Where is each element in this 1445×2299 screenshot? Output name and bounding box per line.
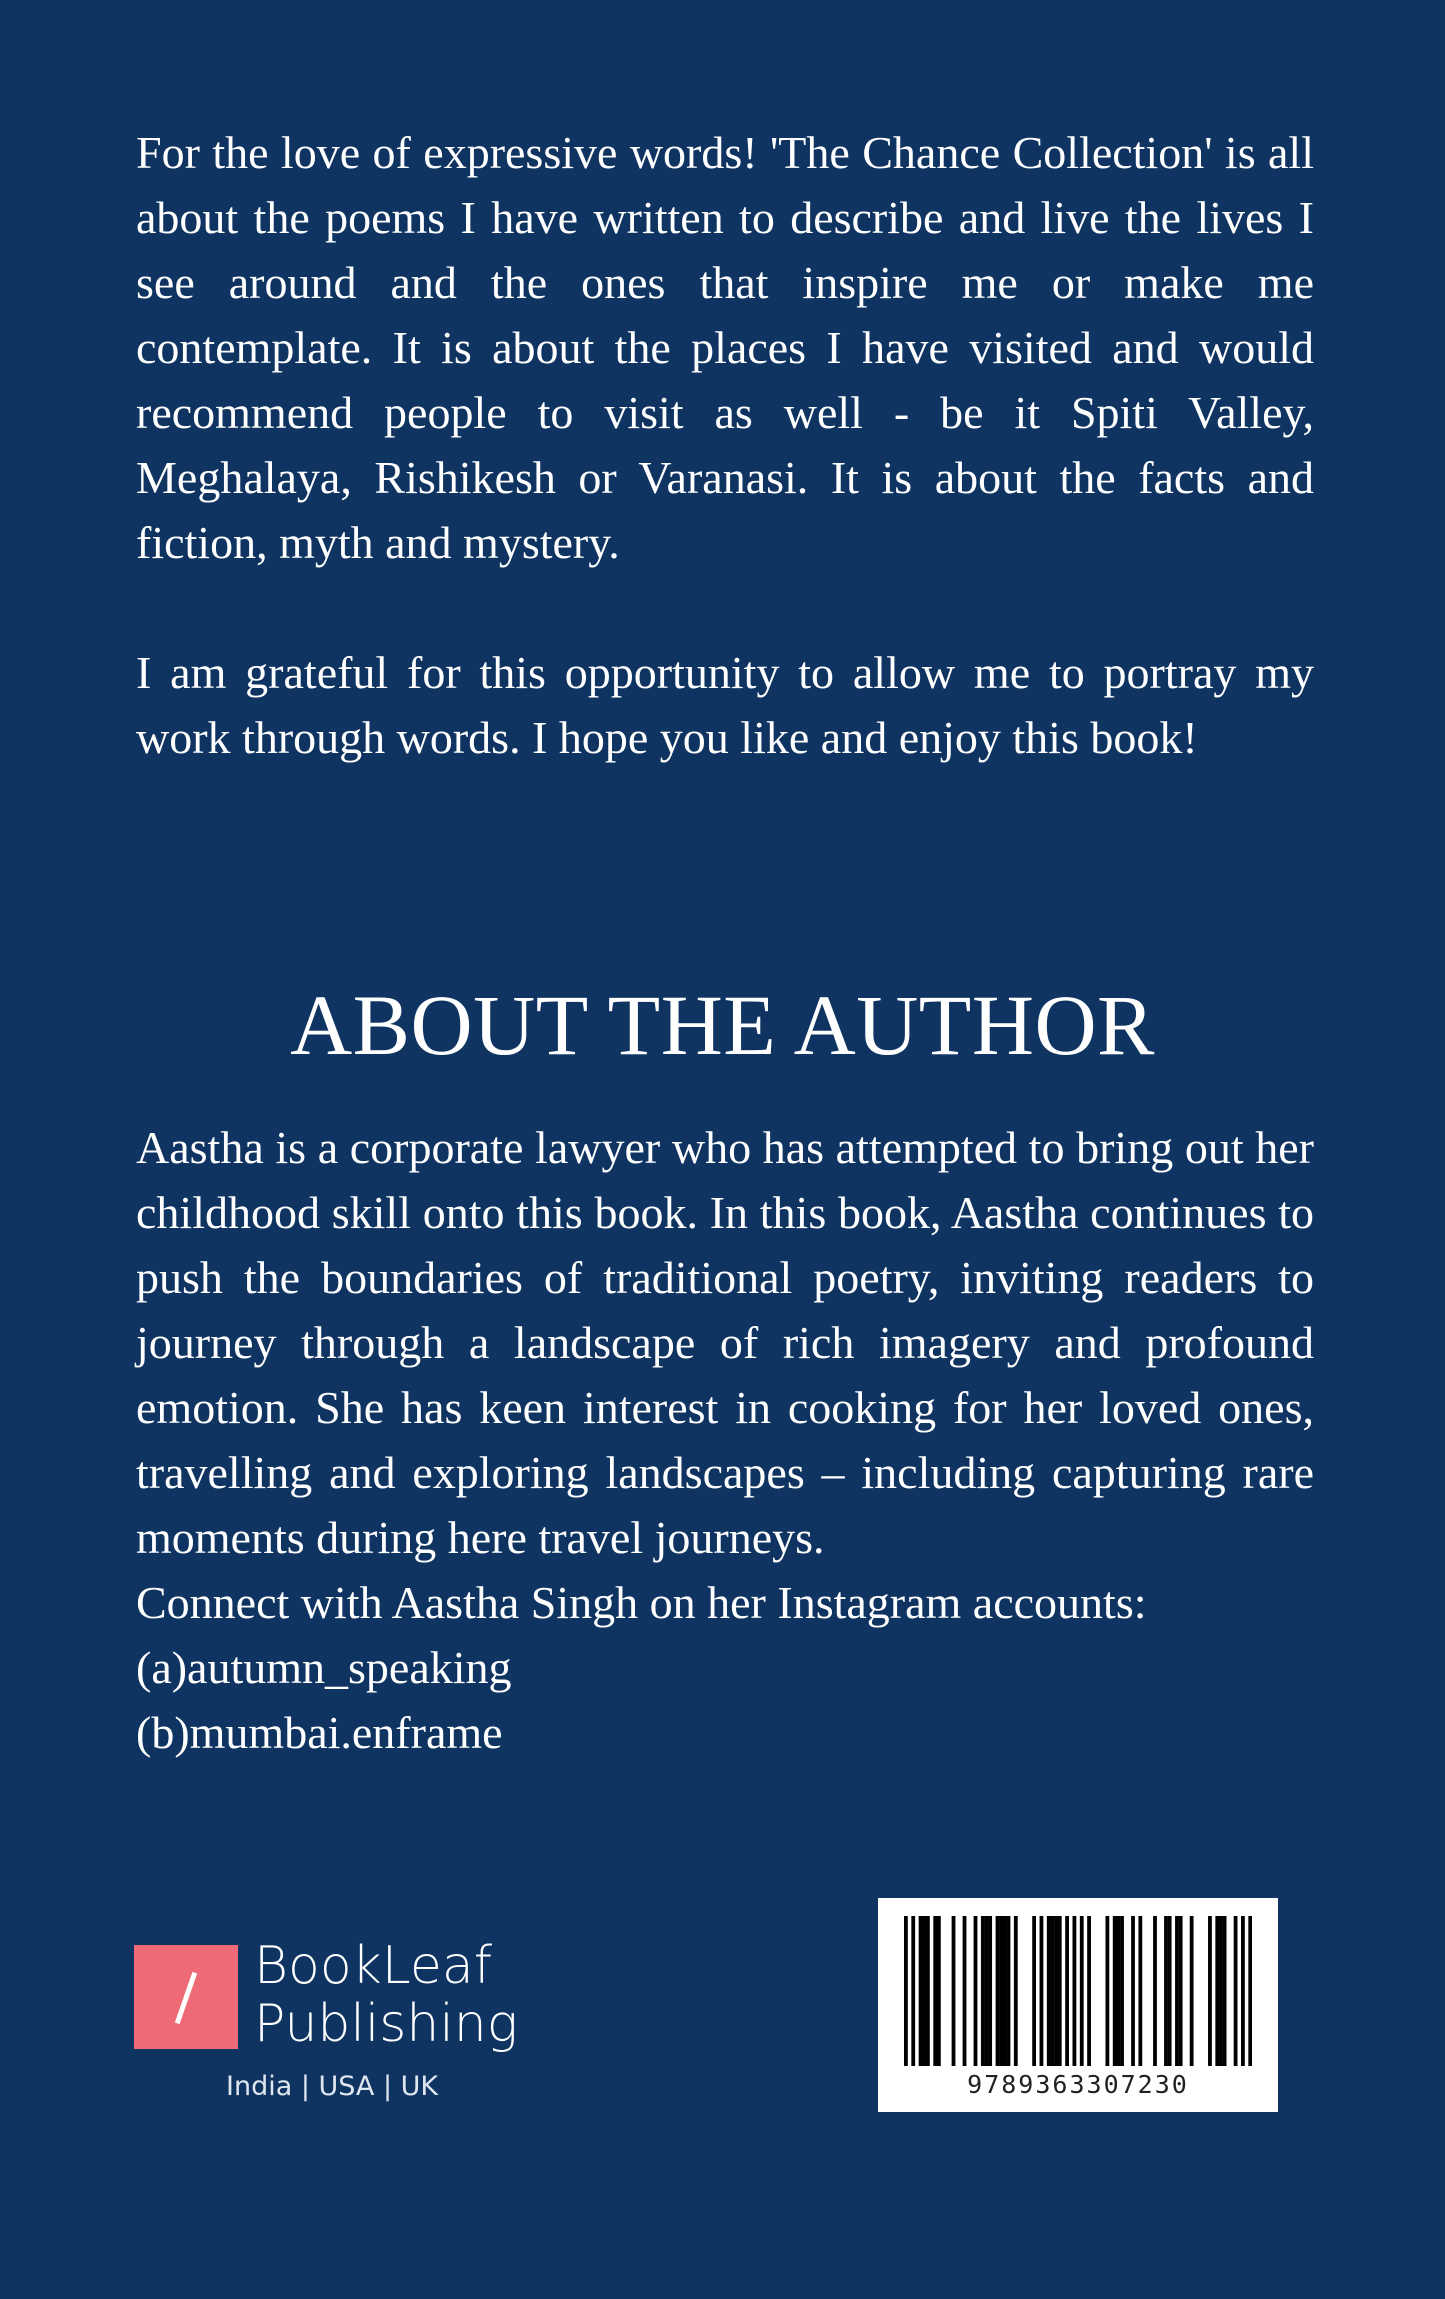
instagram-account-1: (a)autumn_speaking: [136, 1642, 512, 1693]
barcode-bar: [1190, 1916, 1194, 2066]
barcode-bar: [911, 1916, 915, 2066]
barcode-bar: [1164, 1916, 1168, 2066]
barcode-bar: [1040, 1916, 1044, 2066]
barcode-bar: [963, 1916, 967, 2066]
barcode-bar: [1058, 1916, 1062, 2066]
barcode-bar: [988, 1916, 992, 2066]
author-bio-text: Aastha is a corporate lawyer who has attempted to bring out her childhood skill onto this book. In this book, Aastha continues to push the boundaries of traditional poetry, inviting readers to journey through a landscape of rich imagery and profound emotion. She has keen interest in cooking for her loved ones, travelling and exploring landscapes – including capturing rare moments during here travel journeys.: [136, 1122, 1314, 1563]
barcode-bar: [1175, 1916, 1179, 2066]
barcode-bar: [1116, 1916, 1120, 2066]
barcode-bar: [1080, 1916, 1084, 2066]
barcode-bar: [933, 1916, 937, 2066]
blurb-paragraph-2: I am grateful for this opportunity to allow me to portray my work through words. I hope you like and enjoy this book!: [136, 647, 1314, 763]
barcode-bar: [1051, 1916, 1055, 2066]
isbn-number: 9789363307230: [967, 2070, 1189, 2099]
barcode-bar: [1179, 1916, 1183, 2066]
barcode-bar: [1054, 1916, 1058, 2066]
publisher-name-line2: Publishing: [254, 1994, 518, 2054]
barcode-bar: [1032, 1916, 1036, 2066]
instagram-connect-text: Connect with Aastha Singh on her Instagram accounts:: [136, 1577, 1147, 1628]
barcode-bar: [1003, 1916, 1007, 2066]
barcode-bar: [919, 1916, 923, 2066]
barcode-bar: [1138, 1916, 1142, 2066]
barcode-bar: [1120, 1916, 1124, 2066]
barcode-bar: [1153, 1916, 1157, 2066]
isbn-barcode: [878, 1898, 1278, 2112]
barcode-bar: [1087, 1916, 1091, 2066]
barcode-bar: [1208, 1916, 1212, 2066]
slash-icon: [134, 1945, 238, 2049]
barcode-bar: [926, 1916, 930, 2066]
barcode-bar: [937, 1916, 941, 2066]
barcode-bar: [1047, 1916, 1051, 2066]
about-author-heading: ABOUT THE AUTHOR: [290, 977, 1155, 1073]
author-bio-section: [136, 1115, 1314, 1765]
barcode-bar: [996, 1916, 1000, 2066]
barcode-bar: [1241, 1916, 1245, 2066]
barcode-bar: [1007, 1916, 1011, 2066]
barcode-bar: [922, 1916, 926, 2066]
publisher-logo: [134, 1936, 534, 2115]
barcode-bar: [1131, 1916, 1135, 2066]
back-cover-blurb: [136, 120, 1314, 770]
barcode-bar: [985, 1916, 989, 2066]
barcode-bar: [1168, 1916, 1172, 2066]
publisher-name: [254, 1937, 518, 2053]
barcode-bar: [952, 1916, 956, 2066]
barcode-bar: [999, 1916, 1003, 2066]
publisher-name-line1: BookLeaf: [254, 1936, 493, 1996]
barcode-bar: [1065, 1916, 1069, 2066]
barcode-bar: [1219, 1916, 1223, 2066]
barcode-bar: [1073, 1916, 1077, 2066]
barcode-bar: [1014, 1916, 1018, 2066]
barcode-bar: [1113, 1916, 1117, 2066]
barcode-bar: [1105, 1916, 1109, 2066]
publisher-regions: India | USA | UK: [226, 2071, 439, 2102]
barcode-bar: [1223, 1916, 1227, 2066]
barcode-bar: [1234, 1916, 1238, 2066]
instagram-account-2: (b)mumbai.enframe: [136, 1707, 503, 1758]
blurb-paragraph-1: For the love of expressive words! 'The Chance Collection' is all about the poems I have written to describe and live the lives I see around and the ones that inspire me or make me contemplate. It is about the places I have visited and would recommend people to visit as well - be it Spiti Valley, Meghalaya, Rishikesh or Varanasi. It is about the facts and fiction, myth and mystery.: [136, 127, 1314, 568]
barcode-bar: [981, 1916, 985, 2066]
barcode-bar: [1215, 1916, 1219, 2066]
barcode-bar: [1248, 1916, 1252, 2066]
barcode-bar: [974, 1916, 978, 2066]
barcode-icon: [904, 1916, 1252, 2066]
barcode-bar: [904, 1916, 908, 2066]
